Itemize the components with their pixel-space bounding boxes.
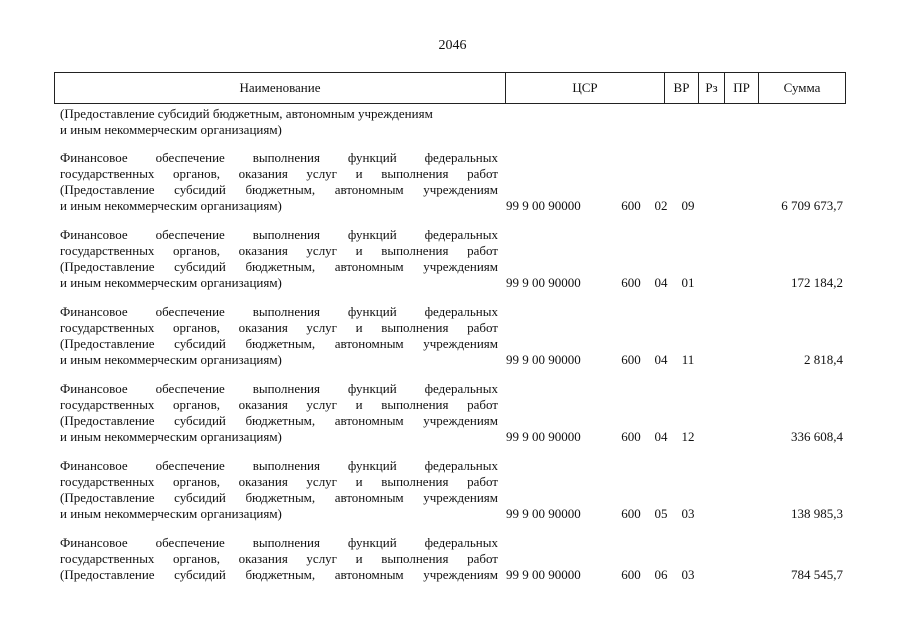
row-rz: 04 — [654, 352, 668, 367]
row-vr: 600 — [621, 567, 641, 582]
row-vr: 600 — [621, 352, 641, 367]
row-description — [60, 458, 498, 522]
row-pr: 11 — [681, 352, 695, 367]
row-rz: 02 — [654, 198, 668, 213]
row-description — [60, 381, 498, 445]
continuation-line: (Предоставление субсидий бюджетным, автономным учреждениям — [60, 106, 433, 121]
row-description-line: (Предоставление субсидий бюджетным, автономным учреждениям — [60, 567, 498, 582]
row-description-line: Финансовое обеспечение выполнения функций федеральных — [60, 304, 498, 319]
row-description-line: и иным некоммерческим организациям) — [60, 198, 282, 213]
column-header-sum: Сумма — [758, 73, 845, 103]
row-csr: 99 9 00 90000 — [506, 429, 581, 444]
row-pr: 09 — [681, 198, 695, 213]
column-header-vr: ВР — [664, 73, 698, 103]
row-pr: 12 — [681, 429, 695, 444]
row-rz: 06 — [654, 567, 668, 582]
row-description-line: государственных органов, оказания услуг и выполнения работ — [60, 474, 498, 489]
row-csr: 99 9 00 90000 — [506, 198, 581, 213]
row-description-line: (Предоставление субсидий бюджетным, автономным учреждениям — [60, 336, 498, 351]
row-vr: 600 — [621, 275, 641, 290]
row-description-line: и иным некоммерческим организациям) — [60, 275, 282, 290]
row-description — [60, 150, 498, 214]
row-description — [60, 304, 498, 368]
row-csr: 99 9 00 90000 — [506, 506, 581, 521]
row-description-line: Финансовое обеспечение выполнения функций федеральных — [60, 150, 498, 165]
row-description-line: Финансовое обеспечение выполнения функций федеральных — [60, 535, 498, 550]
row-csr: 99 9 00 90000 — [506, 352, 581, 367]
row-description-line: Финансовое обеспечение выполнения функций федеральных — [60, 381, 498, 396]
row-description-line: и иным некоммерческим организациям) — [60, 506, 282, 521]
row-sum: 784 545,7 — [791, 567, 843, 582]
row-pr: 03 — [681, 567, 695, 582]
row-sum: 138 985,3 — [791, 506, 843, 521]
row-pr: 03 — [681, 506, 695, 521]
row-description-line: государственных органов, оказания услуг и выполнения работ — [60, 397, 498, 412]
row-sum: 6 709 673,7 — [781, 198, 843, 213]
continuation-line: и иным некоммерческим организациям) — [60, 122, 282, 137]
row-description-line: (Предоставление субсидий бюджетным, автономным учреждениям — [60, 259, 498, 274]
row-description-line: (Предоставление субсидий бюджетным, автономным учреждениям — [60, 413, 498, 428]
row-description-line: Финансовое обеспечение выполнения функций федеральных — [60, 227, 498, 242]
column-header-rz: Рз — [698, 73, 724, 103]
row-vr: 600 — [621, 198, 641, 213]
row-csr: 99 9 00 90000 — [506, 567, 581, 582]
row-description-line: (Предоставление субсидий бюджетным, автономным учреждениям — [60, 490, 498, 505]
table-header — [54, 72, 846, 104]
continuation-text — [60, 106, 498, 138]
row-csr: 99 9 00 90000 — [506, 275, 581, 290]
row-pr: 01 — [681, 275, 695, 290]
row-description-line: государственных органов, оказания услуг и выполнения работ — [60, 166, 498, 181]
row-description-line: и иным некоммерческим организациям) — [60, 429, 282, 444]
row-sum: 336 608,4 — [791, 429, 843, 444]
row-description-line: государственных органов, оказания услуг и выполнения работ — [60, 320, 498, 335]
row-vr: 600 — [621, 506, 641, 521]
column-header-csr: ЦСР — [505, 73, 664, 103]
row-rz: 04 — [654, 275, 668, 290]
row-rz: 04 — [654, 429, 668, 444]
row-sum: 2 818,4 — [804, 352, 843, 367]
row-description — [60, 535, 498, 583]
row-sum: 172 184,2 — [791, 275, 843, 290]
column-header-pr: ПР — [724, 73, 758, 103]
row-description-line: государственных органов, оказания услуг и выполнения работ — [60, 243, 498, 258]
page-number: 2046 — [438, 38, 467, 53]
row-description — [60, 227, 498, 291]
row-description-line: и иным некоммерческим организациям) — [60, 352, 282, 367]
row-description-line: Финансовое обеспечение выполнения функций федеральных — [60, 458, 498, 473]
row-vr: 600 — [621, 429, 641, 444]
row-description-line: (Предоставление субсидий бюджетным, автономным учреждениям — [60, 182, 498, 197]
column-header-name: Наименование — [239, 80, 321, 95]
row-rz: 05 — [654, 506, 668, 521]
row-description-line: государственных органов, оказания услуг и выполнения работ — [60, 551, 498, 566]
